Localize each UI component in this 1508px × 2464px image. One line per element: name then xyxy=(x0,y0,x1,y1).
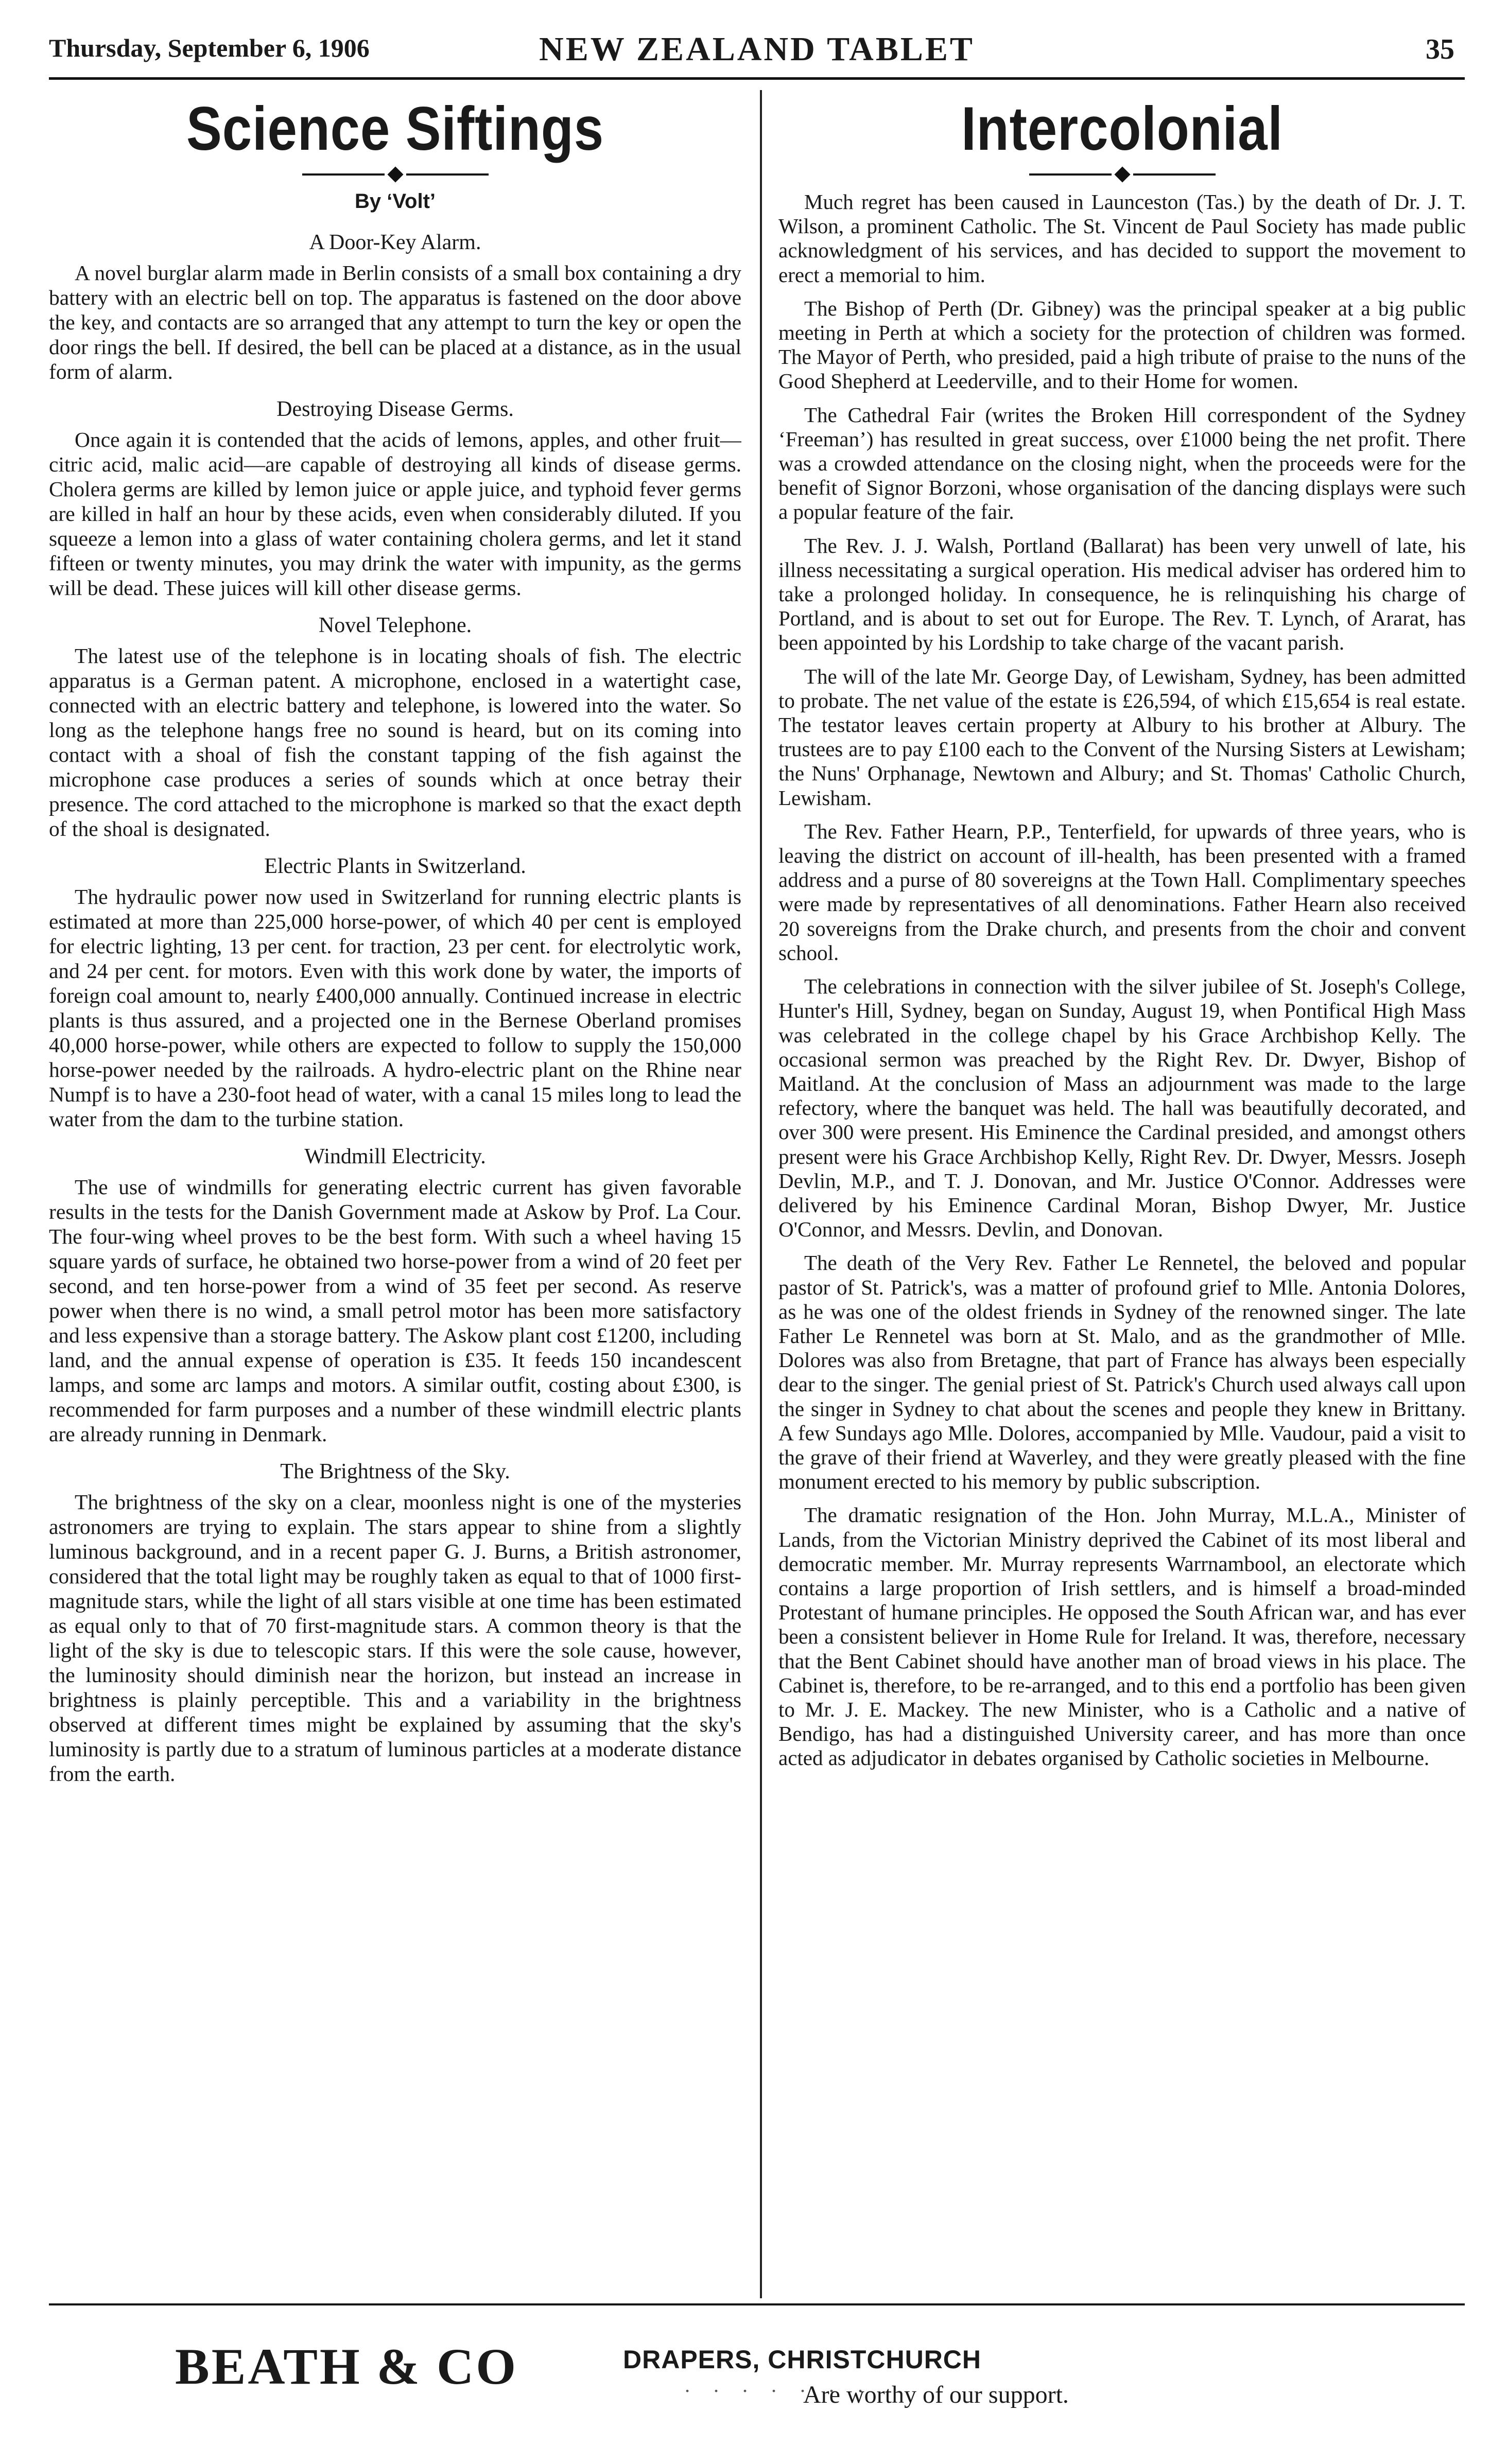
news-paragraph: The dramatic resignation of the Hon. John Murray, M.L.A., Minister of Lands, from the Victorian Ministry deprived the Cabinet of its most liberal and democratic member. Mr. Murray represents Warrnambool, an electorate which contains a large proportion of Irish settlers, and is himself a broad-minded Protestant of humane principles. He opposed the South African war, and has ever been a consistent believer in Home Rule for Ireland. It was, therefore, necessary that the Bent Cabinet should have another man of broad views in his place. The Cabinet is, therefore, to be re-arranged, and to this end a portfolio has been given to Mr. J. E. Mackey. The new Minister, who is a Catholic and a native of Bendigo, has had a distinguished University career, and has more than once acted as adjudicator in debates organised by Catholic societies in Melbourne. xyxy=(778,1503,1466,1770)
news-paragraph: Much regret has been caused in Launceston (Tas.) by the death of Dr. J. T. Wilson, a prominent Catholic. The St. Vincent de Paul Society has made public acknowledgment of his services, and has decided to support the movement to erect a memorial to him. xyxy=(778,190,1466,287)
news-paragraph: The Rev. J. J. Walsh, Portland (Ballarat) has been very unwell of late, his illness necessitating a surgical operation. His medical adviser has ordered him to take a prolonged holiday. In consequence, he is relinquishing his charge of Portland, and is about to set out for Europe. The Rev. T. Lynch, of Ararat, has been appointed by his Lordship to take charge of the vacant parish. xyxy=(778,533,1466,655)
byline: By ‘Volt’ xyxy=(354,190,436,213)
advert-tagline: Are worthy of our support. xyxy=(803,2381,1069,2408)
news-paragraph: The death of the Very Rev. Father Le Rennetel, the beloved and popular pastor of St. Patrick's, was a matter of profound grief to Mlle. Antonia Dolores, as he was one of the oldest friends in Sydney of the renowned singer. The late Father Le Rennetel was born at St. Malo, and as the grandmother of Mlle. Dolores was also from Bretagne, that part of France has always been especially dear to the singer. The genial priest of St. Patrick's Church used always call upon the singer in Sydney to chat about the scenes and people they knew in Brittany. A few Sundays ago Mlle. Dolores, accompanied by Mlle. Vaudour, paid a visit to the grave of their friend at Waverley, and they were greatly pleased with the fine monument erected to his memory by public subscription. xyxy=(778,1251,1466,1494)
article-paragraph: The latest use of the telephone is in locating shoals of fish. The electric apparatus is a German patent. A microphone, enclosed in a watertight case, connected with an electric battery and telephone, is lowered into the water. So long as the telephone hangs free no sound is heard, but on its coming into contact with a shoal of fish the constant tapping of the fish against the microphone case produces a series of sounds which at once betray their presence. The cord attached to the microphone is marked so that the exact depth of the shoal is designated. xyxy=(49,644,741,841)
news-paragraph: The Bishop of Perth (Dr. Gibney) was the principal speaker at a big public meeting in Perth at which a society for the protection of children was formed. The Mayor of Perth, who presided, paid a high tribute of praise to the nuns of the Good Shepherd at Leederville, and to their Home for women. xyxy=(778,296,1466,393)
news-paragraph: The Rev. Father Hearn, P.P., Tenterfield, for upwards of three years, who is leaving the district on account of ill-health, has been presented with a framed address and a purse of 80 sovereigns at the Town Hall. Complimentary speeches were made by representatives of all denominations. Father Hearn also received 20 sovereigns from the Drake church, and presents from the choir and convent school. xyxy=(778,819,1466,965)
masthead xyxy=(49,26,1465,80)
news-paragraph: The will of the late Mr. George Day, of Lewisham, Sydney, has been admitted to probate. The net value of the estate is £26,594, of which £15,654 is real estate. The testator leaves certain property at Albury to his brother at Albury. The trustees are to pay £100 each to the Convent of the Nursing Sisters at Lewisham; the Nuns' Orphanage, Newtown and Albury; and St. Thomas' Catholic Church, Lewisham. xyxy=(778,664,1466,810)
section-heading: A Door-Key Alarm. xyxy=(309,231,481,254)
diamond-ornament-icon xyxy=(1114,166,1130,182)
article-paragraph: The hydraulic power now used in Switzerland for running electric plants is estimated at more than 225,000 horse-power, of which 40 per cent is employed for electric lighting, 13 per cent. for traction, 23 per cent. for electrolytic work, and 24 per cent. for motors. Even with this work done by water, the imports of foreign coal amount to, nearly £400,000 annually. Continued increase in electric plants is thus assured, and a projected one in the Bernese Oberland promises 40,000 horse-power, while others are expected to follow to supply the 150,000 horse-power needed by the railroads. A hydro-electric plant on the Rhine near Numpf is to have a 230-foot head of water, with a canal 15 miles long to lead the water from the dam to the turbine station. xyxy=(49,885,741,1131)
title-ornament xyxy=(778,164,1466,185)
section-heading: Novel Telephone. xyxy=(318,614,472,637)
advert-dot-leader: . . . . . . . xyxy=(685,2373,872,2397)
intercolonial-column xyxy=(778,90,1466,2298)
article-paragraph: The brightness of the sky on a clear, moonless night is one of the mysteries astronomers are trying to explain. The stars appear to shine from a slightly luminous background, and in a recent paper G. J. Burns, a British astronomer, considered that the total light may be roughly taken as equal to that of 1000 first-magnitude stars, while the light of all stars visible at one time has been estimated as equal only to that of 70 first-magnitude stars. A common theory is that the light of the sky is due to telescopic stars. If this were the sole cause, however, the luminosity should diminish near the horizon, but instead an increase in brightness is plainly perceptible. This and a variability in the brightness observed at different times might be explained by assuming that the sky's luminosity is partly due to a stratum of luminous particles at a moderate distance from the earth. xyxy=(49,1490,741,1786)
article-paragraph: Once again it is contended that the acids of lemons, apples, and other fruit—citric acid, malic acid—are capable of destroying all kinds of disease germs. Cholera germs are killed by lemon juice or apple juice, and typhoid fever germs are killed in half an hour by these acids, even when considerably diluted. If you squeeze a lemon into a glass of water containing cholera germs, and let it stand fifteen or twenty minutes, you may drink the water with impunity, as the germs will be dead. These juices will kill other disease germs. xyxy=(49,428,741,600)
news-paragraph: The celebrations in connection with the silver jubilee of St. Joseph's College, Hunter's Hill, Sydney, began on Sunday, August 19, when Pontifical High Mass was celebrated in the college chapel by his Grace Archbishop Kelly. The occasional sermon was preached by the Right Rev. Dr. Dwyer, Bishop of Maitland. At the conclusion of Mass an adjournment was made to the large refectory, where the banquet was held. The hall was beautifully decorated, and over 300 were present. His Eminence the Cardinal presided, and amongst others present were his Grace Archbishop Kelly, Right Rev. Dr. Dwyer, Messrs. Joseph Devlin, M.P., and T. J. Donovan, and Mr. Justice O'Connor. Addresses were delivered by his Eminence Cardinal Moran, Bishop Dwyer, Mr. Justice O'Connor, and Messrs. Devlin, and Donovan. xyxy=(778,974,1466,1242)
section-heading: Windmill Electricity. xyxy=(304,1145,486,1168)
article-paragraph: The use of windmills for generating electric current has given favorable results in the tests for the Danish Government made at Askow by Prof. La Cour. The four-wing wheel proves to be the best form. With such a wheel having 15 square yards of surface, he obtained two horse-power from a wind of 20 feet per second, and ten horse-power from a wind of 35 feet per second. As reserve power when there is no wind, a small petrol motor has been more satisfactory and less expensive than a storage battery. The Askow plant cost £1200, including land, and the annual expense of operation is £35. It feeds 150 incandescent lamps, and some arc lamps and motors. A similar outfit, costing about £300, is recommended for farm purposes and a number of these windmill electric plants are already running in Denmark. xyxy=(49,1175,741,1446)
section-heading: The Brightness of the Sky. xyxy=(280,1460,510,1483)
page-number: 35 xyxy=(1426,33,1454,65)
diamond-ornament-icon xyxy=(387,166,403,182)
article-paragraph: A novel burglar alarm made in Berlin consists of a small box containing a dry battery with an electric bell on top. The apparatus is fastened on the door above the key, and contacts are so arranged that any attempt to turn the key or open the door rings the bell. If desired, the bell can be placed at a distance, as in the usual form of alarm. xyxy=(49,261,741,383)
issue-date: Thursday, September 6, 1906 xyxy=(49,33,370,62)
intercolonial-title: Intercolonial xyxy=(961,94,1283,163)
advert-business-name: BEATH & CO xyxy=(175,2338,518,2395)
advert-business-type: DRAPERS, CHRISTCHURCH xyxy=(623,2345,982,2374)
science-siftings-title: Science Siftings xyxy=(186,94,604,163)
newspaper-title: NEW ZEALAND TABLET xyxy=(539,30,975,68)
science-siftings-column xyxy=(49,90,741,2298)
title-ornament xyxy=(49,164,741,185)
section-heading: Electric Plants in Switzerland. xyxy=(264,854,526,878)
section-heading: Destroying Disease Germs. xyxy=(276,397,514,421)
column-divider xyxy=(760,90,762,2298)
news-paragraph: The Cathedral Fair (writes the Broken Hill correspondent of the Sydney ‘Freeman’) has resulted in great success, over £1000 being the net profit. There was a crowded attendance on the closing night, when the proceeds were for the benefit of Signor Borzoni, whose organisation of the dancing displays were such a popular feature of the fair. xyxy=(778,403,1466,524)
footer-rule xyxy=(49,2303,1465,2305)
